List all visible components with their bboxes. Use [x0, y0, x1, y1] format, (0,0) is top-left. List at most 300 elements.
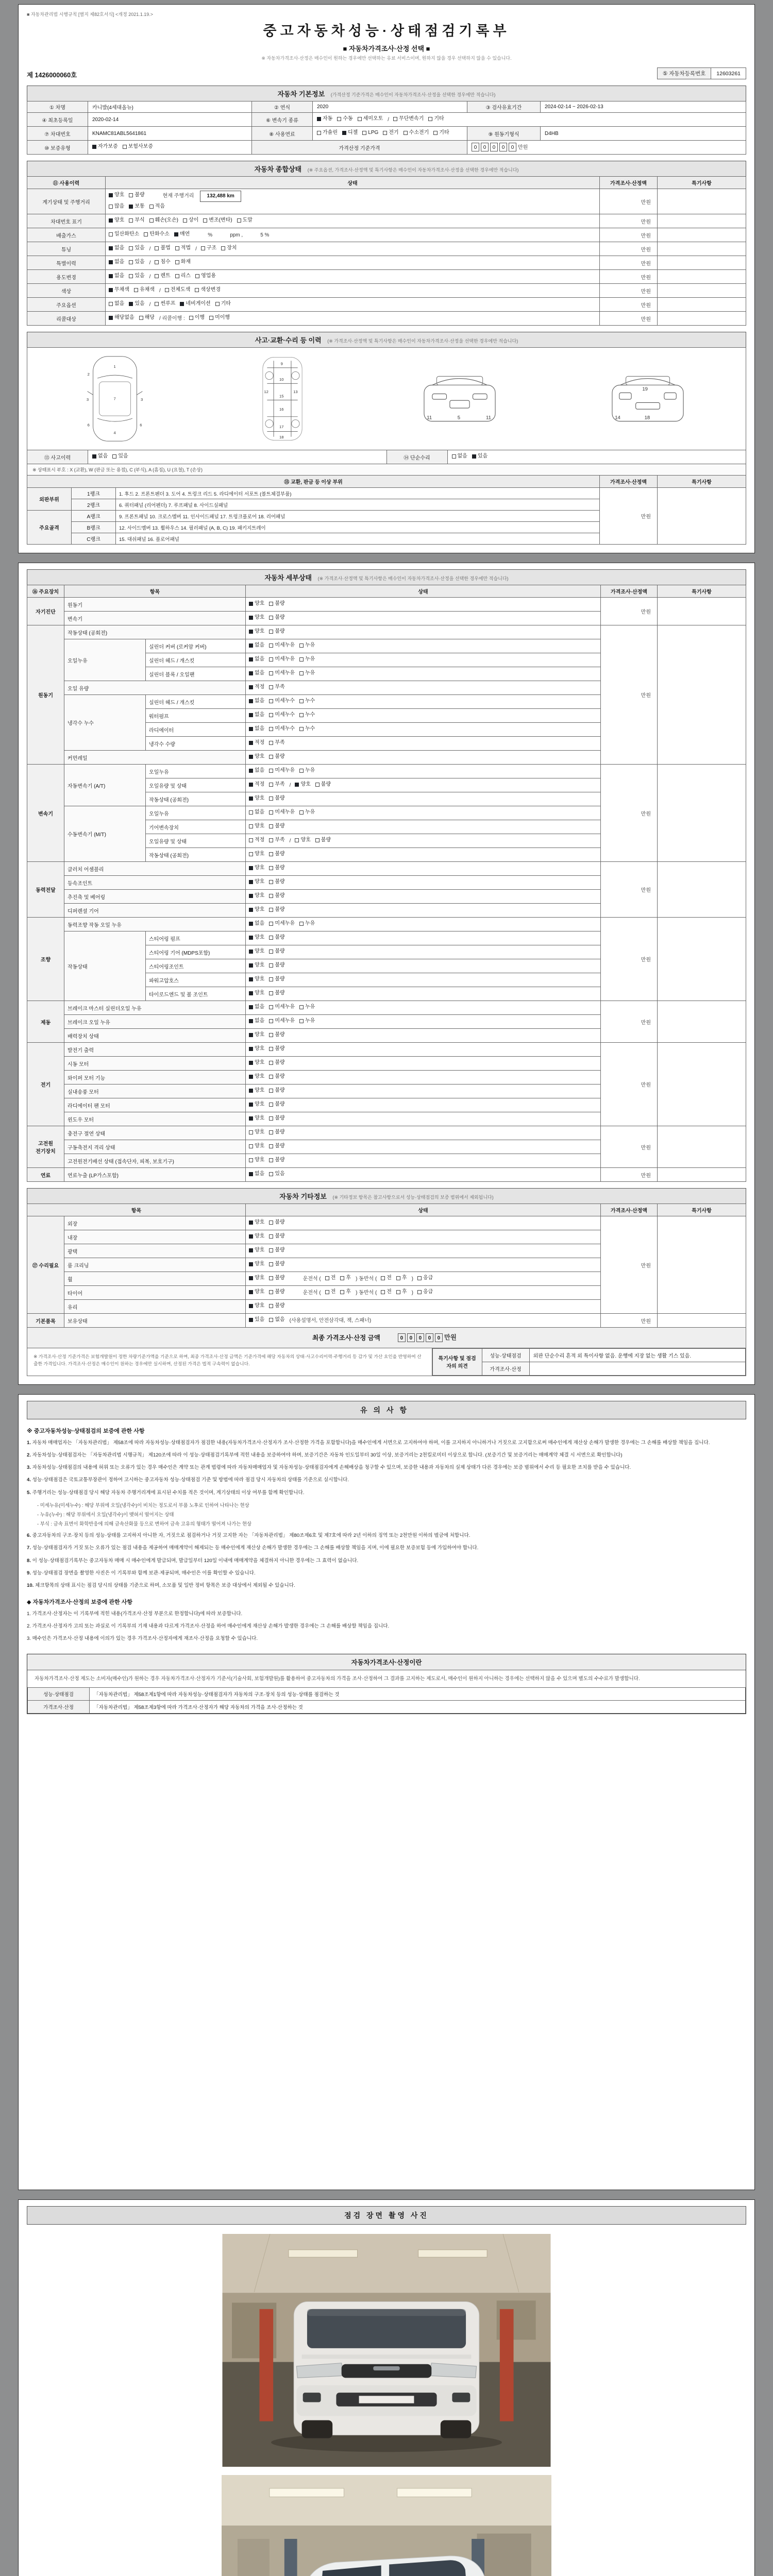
- svg-text:15: 15: [279, 394, 284, 399]
- remark-cell: [658, 284, 746, 298]
- table-header-row: ⑮ 교환, 판금 등 이상 부위 가격조사·산정액 특기사항: [27, 476, 746, 488]
- table-row: [27, 1314, 746, 1328]
- regno-label: ⑤ 자동차등록번호: [657, 68, 711, 79]
- inspection-validity: 2024-02-14 ~ 2026-02-13: [541, 101, 746, 113]
- price-cell: 만원: [600, 242, 658, 256]
- price-cell: 만원: [600, 270, 658, 284]
- checkbox-unchecked: 누유: [299, 641, 315, 650]
- remark-cell: [658, 256, 746, 270]
- price-cell: 만원: [600, 189, 658, 214]
- checkbox-unchecked: 미세누유: [269, 1016, 295, 1026]
- checkbox-unchecked: 부식: [129, 216, 144, 225]
- checkbox-checked: 있음: [129, 299, 144, 309]
- row-label: 특별이력: [27, 256, 106, 270]
- inline-text: ): [411, 1276, 413, 1282]
- table-row: [27, 1043, 746, 1057]
- checkbox-unchecked: 일산화탄소: [109, 230, 139, 239]
- svg-text:14: 14: [615, 415, 620, 421]
- regno-value: 12603261: [711, 68, 746, 79]
- item-label: 추진축 및 베어링: [64, 890, 246, 904]
- checkbox-checked: 없음: [249, 919, 264, 928]
- checkbox-unchecked: 세미오토: [358, 114, 383, 124]
- inline-text: 5 %: [260, 232, 270, 238]
- inline-text: 운전석 (: [303, 1290, 321, 1296]
- svg-text:16: 16: [279, 406, 284, 412]
- item-label: 유리: [64, 1300, 246, 1314]
- transmission-options: [313, 113, 746, 127]
- status-cell: [246, 1084, 601, 1098]
- guarantee-title: ◆ 자동차가격조사·산정의 보증에 관한 사항: [27, 1599, 132, 1605]
- remark-cell: [658, 312, 746, 326]
- checkbox-unchecked: 누수: [299, 724, 315, 734]
- section-accident: 사고·교환·수리 등 이력 (※ 가격조사·산정액 및 특기사항은 매수인이 자동차가격조사·산정을 선택한 경우에만 적습니다): [27, 332, 746, 348]
- status-cell: [246, 945, 601, 959]
- status-cell: [246, 639, 601, 653]
- inline-text: /: [149, 260, 151, 266]
- checkbox-unchecked: 이행: [189, 313, 205, 323]
- table-row: 가격조사·산정 「자동차관리법」 제58조제3항에 따라 가격조사·산정자가 해당 자동차의 가격을 조사·산정하는 것: [28, 1701, 746, 1714]
- checkbox-unchecked: 불량: [269, 975, 284, 984]
- checkbox-unchecked: 있음: [129, 272, 144, 281]
- checkbox-unchecked: 후: [340, 1274, 351, 1283]
- price-cell: 만원: [601, 1043, 658, 1126]
- subitem-label: 오일유량 및 상태: [146, 834, 246, 848]
- table-row: ⑦ 차대번호 KNAMC81ABL5641861 ⑧ 사용연료 가솔린 디젤 LPG 전기 수소전기 기타 ⑨ 원동기형식 D4HB: [27, 127, 746, 141]
- item-label: 배력장치 상태: [64, 1029, 246, 1043]
- subitem-label: 스티어링 기어 (MDPS포함): [146, 945, 246, 959]
- checkbox-unchecked: 불량: [269, 891, 284, 901]
- inline-text: /: [159, 288, 161, 294]
- item-label: 브레이크 오일 누유: [64, 1015, 246, 1029]
- status-cell: [246, 959, 601, 973]
- status-cell: [246, 751, 601, 765]
- status-cell: [246, 1126, 601, 1140]
- subitem-label: 작동상태 (공회전): [146, 792, 246, 806]
- status-cell: [246, 778, 601, 792]
- digit-box: 0: [407, 1333, 415, 1342]
- status-cell: [246, 876, 601, 890]
- inline-text: (사용설명서, 안전삼각대, 잭, 스패너): [289, 1318, 372, 1324]
- checkbox-checked: 양호: [249, 1114, 264, 1123]
- notice-item: 5. 주행거리는 성능·상태점검 당시 해당 자동차 주행거리계에 표시된 수치를 적은 것이며, 계기상태의 이상 여부를 함께 확인합니다.: [27, 1489, 305, 1496]
- checkbox-unchecked: 누수: [299, 697, 315, 706]
- svg-text:18: 18: [644, 415, 650, 421]
- svg-text:2: 2: [87, 372, 90, 377]
- status-cell: [246, 625, 601, 639]
- checkbox-unchecked: 없음: [109, 299, 124, 309]
- checkbox-unchecked: 적법: [175, 244, 191, 253]
- table-row: ⑩ 보증유형 자가보증 보험사보증 가격산정 기준가격 0 0 0 0 0 만원: [27, 141, 746, 155]
- simple-repair-options: [447, 450, 746, 464]
- checkbox-checked: 적정: [249, 780, 264, 789]
- checkbox-checked: 양호: [249, 891, 264, 901]
- svg-text:11: 11: [427, 415, 432, 421]
- damage-code-legend: ※ 상태표시 부호 : X (교환), W (판금 또는 용접), C (부식), A (흠집), U (요철), T (손상): [27, 464, 746, 476]
- group-label: 원동기: [27, 625, 64, 765]
- checkbox-unchecked: 구조: [201, 244, 216, 253]
- checkbox-unchecked: 기타: [433, 128, 449, 138]
- group-label: 제동: [27, 1001, 64, 1043]
- status-cell: [246, 695, 601, 709]
- checkbox-unchecked: 불량: [269, 1128, 284, 1137]
- checkbox-checked: 없음: [92, 452, 108, 461]
- checkbox-unchecked: 불량: [269, 1030, 284, 1040]
- item-label: 휠: [64, 1272, 246, 1286]
- pricing-info-table: [27, 1687, 746, 1714]
- checkbox-unchecked: 침수: [155, 258, 170, 267]
- checkbox-unchecked: 불량: [269, 1114, 284, 1123]
- checkbox-unchecked: 미세누유: [269, 641, 295, 650]
- rank-label: 2랭크: [72, 499, 116, 511]
- status-cell: [246, 1230, 601, 1244]
- checkbox-unchecked: 불량: [315, 836, 331, 845]
- status-cell: [246, 834, 601, 848]
- checkbox-unchecked: 불량: [269, 1156, 284, 1165]
- status-cell: [246, 1057, 601, 1071]
- checkbox-unchecked: 불량: [269, 1218, 284, 1227]
- table-header-row: ⑪ 사용이력 상태 가격조사·산정액 특기사항: [27, 177, 746, 189]
- section-note: (가격산정 기준가격은 매수인이 자동차가격조사·산정을 선택한 경우에만 적습니다): [330, 92, 496, 97]
- checkbox-unchecked: 누유: [299, 766, 315, 775]
- checkbox-unchecked: 응급: [417, 1287, 433, 1297]
- checkbox-unchecked: 불량: [269, 1142, 284, 1151]
- subitem-label: 기어변속장치: [146, 820, 246, 834]
- checkbox-unchecked: 불량: [269, 1232, 284, 1241]
- digit-box: 0: [490, 143, 498, 151]
- notice-body: [27, 1439, 746, 1590]
- checkbox-unchecked: 기타: [428, 114, 444, 124]
- price-cell: 만원: [601, 765, 658, 862]
- item-label: 작동상태 (공회전): [64, 625, 246, 639]
- checkbox-checked: 양호: [249, 1030, 264, 1040]
- item-label: 수동변속기 (M/T): [64, 806, 146, 862]
- status-cell: [246, 1286, 601, 1300]
- checkbox-unchecked: 미세누유: [269, 808, 295, 817]
- notice-item: 1. 자동차 매매업자는 「자동차관리법」 제58조에 따라 자동차성능·상태점검자가 점검한 내용(자동차가격조사·산정자가 조사·산정한 가격을 포함합니다)을 매수인에게 서면으로 고지하여야 하며, 이를 고지하지 아니하거나 거짓으로 고지함으로써 매수인에게 재산상 손해가 발생한 경우에는 그 손해를 배상할 책임을 집니다.: [27, 1439, 710, 1446]
- checkbox-unchecked: 불량: [269, 1287, 284, 1297]
- checkbox-unchecked: 미세누수: [269, 724, 295, 734]
- status-cell: [246, 709, 601, 723]
- checkbox-unchecked: 불량: [269, 1058, 284, 1067]
- svg-text:13: 13: [293, 389, 298, 394]
- remark-cell: [658, 1168, 746, 1182]
- subitem-label: 냉각수 수량: [146, 737, 246, 751]
- base-price-boxes: [467, 141, 746, 155]
- notice-item: 6. 중고자동차의 구조·장치 등의 성능·상태를 고지하지 아니한 자, 거짓으로 점검하거나 거짓 고지한 자는 「자동차관리법」 제80조제6호 및 제7호에 따라 2년 이하의 징역 또는 2천만원 이하의 벌금에 처합니다.: [27, 1533, 470, 1539]
- item-label: 광택: [64, 1244, 246, 1258]
- section-comprehensive: 자동차 종합상태 (※ 주요옵션, 가격조사·산정액 및 특기사항은 매수인이 자동차가격조사·산정을 선택한 경우에만 적습니다): [27, 161, 746, 177]
- status-cell: [106, 256, 600, 270]
- checkbox-checked: 네비게이션: [180, 299, 210, 309]
- remark-cell: [658, 1001, 746, 1043]
- checkbox-checked: 양호: [249, 933, 264, 942]
- main-frame-label: 주요골격: [27, 511, 72, 545]
- checkbox-unchecked: 부족: [269, 836, 284, 845]
- checkbox-unchecked: 양호: [249, 850, 264, 859]
- table-row: 가격조사·산정: [432, 1362, 745, 1375]
- price-cell: 만원: [601, 1314, 658, 1328]
- item-label: 연료누출 (LP가스포함): [64, 1168, 246, 1182]
- checkbox-unchecked: 있음: [269, 1170, 284, 1179]
- notice-subitem: - 미세누유(미세누수) : 해당 부위에 오일(냉각수)이 비치는 정도로서 부품 노후로 인하여 나타나는 현상: [37, 1502, 249, 1508]
- checkbox-unchecked: 양호: [249, 1156, 264, 1165]
- table-row: [27, 189, 746, 214]
- checkbox-checked: 있음: [472, 452, 488, 461]
- inline-text: /: [149, 302, 151, 308]
- photo-block: [18, 2199, 755, 2576]
- checkbox-unchecked: 누유: [299, 808, 315, 817]
- checkbox-checked: 양호: [249, 1086, 264, 1095]
- checkbox-checked: 양호: [249, 1274, 264, 1283]
- svg-text:17: 17: [279, 424, 284, 429]
- table-row: [27, 1168, 746, 1182]
- checkbox-unchecked: 많음: [109, 202, 124, 211]
- item-label: 발전기 출력: [64, 1043, 246, 1057]
- checkbox-checked: 없음: [249, 1016, 264, 1026]
- checkbox-checked: 양호: [249, 1058, 264, 1067]
- checkbox-unchecked: 불량: [269, 1260, 284, 1269]
- checkbox-checked: 양호: [249, 613, 264, 622]
- price-cell: 만원: [601, 598, 658, 625]
- accident-history-label: ⑬ 사고이력: [27, 450, 88, 464]
- notice-item: 4. 성능·상태점검은 국토교통부장관이 정하여 고시하는 중고자동차 성능·상태점검 기준 및 방법에 따라 점검 당시 자동차의 상태를 기준으로 실시합니다.: [27, 1477, 349, 1483]
- status-cell: [246, 1300, 601, 1314]
- final-price-label: 최종 가격조사·산정 금액: [312, 1334, 380, 1342]
- checkbox-unchecked: 불량: [269, 905, 284, 914]
- status-cell: [246, 1015, 601, 1029]
- table-row: [27, 625, 746, 639]
- notice-item: 2. 자동차성능·상태점검자는 「자동차관리법 시행규칙」 제120조에 따라 이 성능·상태점검기록부에 적힌 내용을 보증하여야 하며, 보증기간은 자동차 인도일부터 30일 이상, 보증거리는 2천킬로미터 이상으로 합니다. (보증기간 및 보증거리는 매매계약 체결 시 서면으로 확인합니다): [27, 1452, 623, 1458]
- car-damage-diagrams: [27, 347, 746, 450]
- table-row: [27, 228, 746, 242]
- checkbox-unchecked: 불량: [269, 1301, 284, 1311]
- item-label: 자동변속기 (A/T): [64, 765, 146, 806]
- status-cell: [246, 890, 601, 904]
- checkbox-unchecked: 누수: [299, 710, 315, 720]
- checkbox-checked: 양호: [249, 627, 264, 636]
- table-row: [27, 270, 746, 284]
- status-cell: [106, 214, 600, 228]
- checkbox-unchecked: 불량: [269, 1246, 284, 1255]
- final-price-boxes: [398, 1332, 461, 1344]
- digit-box: 0: [509, 143, 516, 151]
- svg-text:10: 10: [279, 377, 284, 382]
- remark-cell: [658, 765, 746, 862]
- status-cell: [246, 792, 601, 806]
- group-label: 기본품목: [27, 1314, 64, 1328]
- form-caption: ■ 자동차관리법 시행규칙 [별지 제82호서식] <개정 2021.1.19.>: [27, 12, 153, 17]
- table-row: [27, 862, 746, 876]
- checkbox-unchecked: 불량: [269, 752, 284, 761]
- checkbox-checked: 양호: [249, 947, 264, 956]
- rank-label: C랭크: [72, 533, 116, 545]
- checkbox-unchecked: 색상변경: [195, 285, 221, 295]
- checkbox-unchecked: 불량: [269, 822, 284, 831]
- status-cell: [246, 987, 601, 1001]
- row-label: 계기상태 및 주행거리: [27, 189, 106, 214]
- status-cell: [246, 1314, 601, 1328]
- group-label: 변속기: [27, 765, 64, 862]
- status-cell: [246, 667, 601, 681]
- svg-text:5: 5: [458, 415, 461, 421]
- status-cell: [246, 1216, 601, 1230]
- checkbox-unchecked: 불량: [269, 1044, 284, 1054]
- checkbox-checked: 없음: [249, 724, 264, 734]
- row-label: 주요옵션: [27, 298, 106, 312]
- item-label: 고전원전기배선 상태 (접속단자, 피복, 보호기구): [64, 1154, 246, 1168]
- status-cell: [246, 848, 601, 862]
- digit-box: 0: [416, 1333, 424, 1342]
- inline-text: /: [289, 838, 291, 844]
- checkbox-unchecked: 미세누수: [269, 697, 295, 706]
- inspector-opinion-table: [432, 1348, 746, 1376]
- group-label: 전기: [27, 1043, 64, 1126]
- model-year: 2020: [313, 101, 467, 113]
- simple-repair-label: ⑭ 단순수리: [386, 450, 447, 464]
- checkbox-checked: 없음: [249, 669, 264, 678]
- checkbox-checked: 없음: [249, 655, 264, 664]
- notice-item: 9. 성능·상태점검 장면을 촬영한 사진은 이 기록부와 함께 보관·제공되며, 매수인은 이를 확인할 수 있습니다.: [27, 1570, 256, 1577]
- status-cell: [246, 1071, 601, 1084]
- table-row: [27, 1001, 746, 1015]
- checkbox-checked: 양호: [109, 216, 124, 225]
- svg-text:9: 9: [280, 361, 283, 366]
- inline-text: ) 동반석 (: [356, 1290, 377, 1296]
- notice-item: 3. 자동차성능·상태점검의 내용에 허위 또는 오류가 있는 경우 매수인은 계약 또는 관계 법령에 따라 자동차매매업자 및 자동차성능·상태점검자에게 손해배상을 청구할 수 있으며, 보증한 내용과 자동차의 실제 상태가 다른 경우에는 보증 범위에서 수리 등 필요한 조치를 받을 수 있습니다.: [27, 1465, 631, 1471]
- item-label: 커먼레일: [64, 751, 246, 765]
- checkbox-checked: 양호: [249, 1287, 264, 1297]
- item-label: 타이어: [64, 1286, 246, 1300]
- remark-cell: [658, 625, 746, 765]
- checkbox-checked: 없음: [249, 697, 264, 706]
- checkbox-checked: 양호: [249, 863, 264, 873]
- status-cell: [246, 1244, 601, 1258]
- checkbox-unchecked: 불량: [269, 1274, 284, 1283]
- checkbox-unchecked: 누유: [299, 1003, 315, 1012]
- status-cell: [106, 312, 600, 326]
- subitem-label: 타이로드엔드 및 볼 조인트: [146, 987, 246, 1001]
- checkbox-unchecked: 화재: [175, 258, 191, 267]
- table-row: [27, 450, 746, 464]
- subitem-label: 실린더 커버 (로커암 커버): [146, 639, 246, 653]
- checkbox-unchecked: 없음: [249, 808, 264, 817]
- inline-text: ppm ,: [230, 232, 243, 238]
- table-row: [27, 918, 746, 931]
- checkbox-checked: 없음: [109, 258, 124, 267]
- status-cell: [106, 298, 600, 312]
- car-top-view-diagram: [81, 353, 148, 445]
- checkbox-unchecked: 양호: [249, 822, 264, 831]
- price-cell: 만원: [600, 488, 658, 545]
- table-row: [27, 765, 746, 778]
- checkbox-unchecked: 불량: [269, 613, 284, 622]
- status-cell: [106, 284, 600, 298]
- status-cell: [246, 612, 601, 625]
- checkbox-unchecked: 응급: [417, 1274, 433, 1283]
- checkbox-unchecked: 불량: [269, 877, 284, 887]
- checkbox-unchecked: 전체도색: [165, 285, 191, 295]
- checkbox-unchecked: 가솔린: [317, 128, 338, 138]
- checkbox-checked: 양호: [249, 989, 264, 998]
- vehicle-name: 카니발(4세대올뉴): [88, 101, 252, 113]
- checkbox-unchecked: 미세누유: [269, 655, 295, 664]
- accident-history-options: [88, 450, 387, 464]
- section-note: (※ 가격조사·산정액 및 특기사항은 매수인이 자동차가격조사·산정을 선택한 경우에만 적습니다): [317, 576, 509, 581]
- inspection-photo-rear: [222, 2475, 551, 2576]
- checkbox-unchecked: 전: [381, 1287, 392, 1297]
- digit-box: 0: [499, 143, 507, 151]
- notice-item: 7. 성능·상태점검자가 거짓 또는 오류가 있는 점검 내용을 제공하여 매매계약이 해제되는 등 매수인에게 재산상 손해가 발생한 경우에는 그 손해를 배상할 책임을 지며, 이에 필요한 보증보험 등에 가입하여야 합니다.: [27, 1545, 479, 1551]
- price-cell: 만원: [601, 1126, 658, 1168]
- row-label: 색상: [27, 284, 106, 298]
- table-row: [27, 256, 746, 270]
- notice-subitem: - 누유(누수) : 해당 부위에서 오일(냉각수)이 맺혀서 떨어지는 상태: [37, 1512, 174, 1518]
- inline-text: 운전석 (: [303, 1276, 321, 1282]
- checkbox-checked: 양호: [249, 1232, 264, 1241]
- svg-text:6: 6: [140, 422, 142, 428]
- remark-cell: [658, 189, 746, 214]
- checkbox-checked: 양호: [249, 1072, 264, 1081]
- svg-text:12: 12: [264, 389, 268, 394]
- checkbox-unchecked: 있음: [129, 244, 144, 253]
- engine-type: D4HB: [541, 127, 746, 141]
- checkbox-checked: 보통: [129, 202, 144, 211]
- checkbox-unchecked: 불량: [269, 850, 284, 859]
- status-cell: [246, 737, 601, 751]
- group-label: 고전원 전기장치: [27, 1126, 64, 1168]
- digit-box: 0: [398, 1333, 406, 1342]
- checkbox-unchecked: 불량: [269, 989, 284, 998]
- rank-label: 1랭크: [72, 488, 116, 499]
- checkbox-unchecked: 불량: [269, 1100, 284, 1109]
- checkbox-unchecked: 누유: [299, 655, 315, 664]
- checkbox-unchecked: 렌트: [155, 272, 170, 281]
- subitem-label: 오일유량 및 상태: [146, 778, 246, 792]
- remark-cell: [658, 598, 746, 625]
- item-label: 내장: [64, 1230, 246, 1244]
- remark-cell: [658, 1314, 746, 1328]
- checkbox-checked: 없음: [249, 1003, 264, 1012]
- item-label: 원동기: [64, 598, 246, 612]
- checkbox-unchecked: 전: [325, 1274, 336, 1283]
- checkbox-unchecked: 부족: [269, 683, 284, 692]
- svg-text:3: 3: [141, 397, 143, 402]
- status-cell: [246, 1043, 601, 1057]
- checkbox-unchecked: 누유: [299, 669, 315, 678]
- page-subtitle: ■ 자동차가격조사·산정 선택 ■: [343, 45, 430, 53]
- inline-text: ): [411, 1290, 413, 1296]
- vin-value: KNAMC81ABL5641861: [88, 127, 252, 141]
- item-label: 보유상태: [64, 1314, 246, 1328]
- price-cell: 만원: [600, 214, 658, 228]
- checkbox-unchecked: 불법: [155, 244, 170, 253]
- price-cell: 만원: [600, 284, 658, 298]
- status-cell: [246, 1258, 601, 1272]
- item-label: 외장: [64, 1216, 246, 1230]
- checkbox-unchecked: 훼손(오손): [149, 216, 178, 225]
- checkbox-unchecked: 무단변속기: [393, 114, 424, 124]
- group-label: 자기진단: [27, 598, 64, 625]
- section-basic-info: 자동차 기본정보 (가격산정 기준가격은 매수인이 자동차가격조사·산정을 선택한 경우에만 적습니다): [27, 86, 746, 101]
- checkbox-unchecked: 불량: [269, 863, 284, 873]
- digit-box: 0: [426, 1333, 433, 1342]
- checkbox-unchecked: 불량: [129, 191, 144, 200]
- rank-items: 6. 쿼터패널 (리어펜더) 7. 루프패널 8. 사이드실패널: [116, 499, 600, 511]
- subitem-label: 라디에이터: [146, 723, 246, 737]
- rank-label: A랭크: [72, 511, 116, 522]
- checkbox-unchecked: 장치: [221, 244, 237, 253]
- svg-text:3: 3: [87, 397, 89, 402]
